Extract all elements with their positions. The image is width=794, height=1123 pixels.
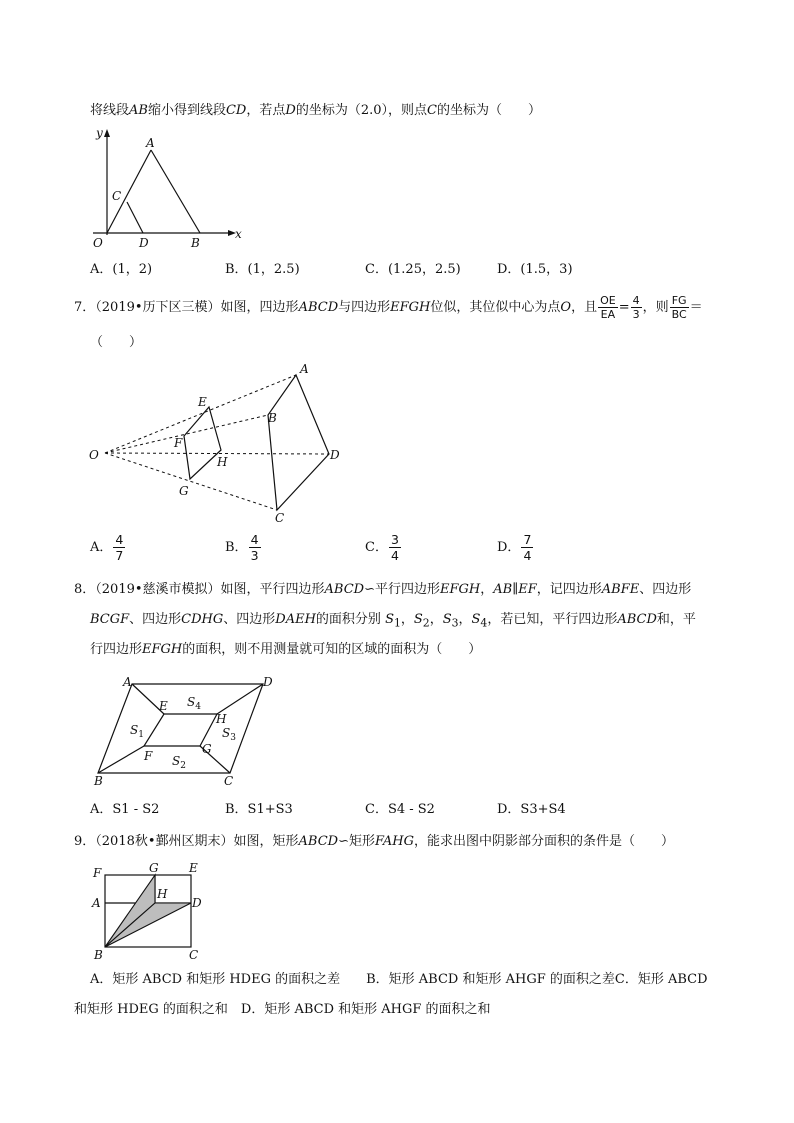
q6-label-d: D xyxy=(139,236,149,250)
q6-var-cd: CD xyxy=(225,103,247,118)
q6-stem-text: ，若点 xyxy=(246,103,286,118)
q7-frac-den: EA xyxy=(600,308,616,321)
q6-segment-cd xyxy=(127,202,143,233)
q7-label-h: H xyxy=(217,455,228,469)
q7-frac-num: 4 xyxy=(250,532,259,547)
q7-option-fraction xyxy=(521,532,533,563)
q7-equals: = xyxy=(618,300,630,315)
q8-label-f: F xyxy=(144,749,153,763)
q8-label-d: D xyxy=(263,675,273,689)
q9-options-line2[interactable]: 和矩形 HDEG 的面积之和 D．矩形 ABCD 和矩形 AHGF 的面积之和 xyxy=(74,1002,491,1017)
q8-label-a: A xyxy=(123,675,132,689)
q7-option-fraction xyxy=(113,532,125,563)
q7-option-a[interactable] xyxy=(90,532,126,564)
q9-figure xyxy=(85,858,215,963)
q7-frac-den: 3 xyxy=(632,308,640,321)
q8-line-dh xyxy=(217,684,263,714)
q8-label-s4 xyxy=(187,695,201,712)
q7-stem-text: ＝ xyxy=(689,300,703,315)
q6-label-a: A xyxy=(146,136,155,150)
q8-label-s2-sub: 2 xyxy=(180,761,186,771)
q7-frac-num: 3 xyxy=(390,532,399,547)
q7-stem-text: ，则 xyxy=(642,300,669,315)
q9-label-d: D xyxy=(192,896,202,910)
q8-label-s4-s: S xyxy=(187,695,196,709)
q7-stem xyxy=(74,290,703,326)
q6-stem-text: 将线段 xyxy=(90,103,130,118)
q7-frac-den: 4 xyxy=(390,548,399,563)
q8-option-d[interactable]: D．S3+S4 xyxy=(497,802,566,817)
q8-var-ef: EF xyxy=(518,582,537,597)
q8-stem-text: 8．（2019•慈溪市模拟）如图，平行四边形 xyxy=(74,582,325,597)
q7-option-fraction xyxy=(389,532,401,563)
q7-fraction-4-3 xyxy=(631,294,642,321)
q8-var-abcd: ABCD xyxy=(324,582,365,597)
q9-var-abcd: ABCD xyxy=(298,834,339,849)
q6-label-x: x xyxy=(235,227,242,241)
q9-stem-text: ∽矩形 xyxy=(338,834,375,849)
q8-stem-text: 的面积分别 xyxy=(315,612,381,627)
q6-figure xyxy=(85,125,255,250)
q7-option-letter: C． xyxy=(365,540,388,555)
q7-fraction-oe-ea xyxy=(598,294,618,321)
q6-label-c: C xyxy=(112,189,122,203)
q7-stem-text: ，且 xyxy=(571,300,598,315)
q7-label-e: E xyxy=(198,395,207,409)
q8-var-s: S xyxy=(471,612,481,627)
q9-label-b: B xyxy=(94,948,103,962)
q8-stem-text: 行四边形 xyxy=(90,642,143,657)
q7-figure xyxy=(80,358,360,528)
q6-y-arrow xyxy=(104,129,110,137)
q9-label-a: A xyxy=(92,896,101,910)
q6-var-d: D xyxy=(285,103,296,118)
q6-stem-text: 的坐标为（ ） xyxy=(436,103,541,118)
q9-options-line1[interactable]: A．矩形 ABCD 和矩形 HDEG 的面积之差 B．矩形 ABCD 和矩形 AHGF 的面积之差C．矩形 ABCD xyxy=(90,972,708,987)
q7-frac-num: OE xyxy=(600,294,616,307)
q7-frac-den: 4 xyxy=(523,548,532,563)
q8-option-c[interactable]: C．S4 - S2 xyxy=(365,802,435,817)
q7-option-letter: D． xyxy=(497,540,521,555)
q8-var-s: S xyxy=(442,612,452,627)
q7-label-g: G xyxy=(179,484,189,498)
q9-shaded-triangle-bhd xyxy=(105,903,191,947)
q6-label-o: O xyxy=(93,236,103,250)
q8-figure xyxy=(85,672,285,792)
q6-label-y: y xyxy=(96,126,103,140)
q7-quad-abcd xyxy=(268,375,329,510)
q9-var-fahg: FAHG xyxy=(375,834,414,849)
q7-var-efgh: EFGH xyxy=(390,300,431,315)
q6-segment-ab xyxy=(151,150,200,233)
q8-line-bf xyxy=(98,746,144,773)
q7-frac-num: 4 xyxy=(115,532,124,547)
q6-option-b[interactable]: B．(1，2.5) xyxy=(225,262,300,277)
q8-label-s4-sub: 4 xyxy=(195,702,201,712)
q9-label-f: F xyxy=(93,866,102,880)
q8-label-g: G xyxy=(202,742,212,756)
q9-label-h: H xyxy=(157,887,168,901)
q7-option-letter: A． xyxy=(90,540,113,555)
q7-option-c[interactable] xyxy=(365,532,402,564)
q8-label-s1 xyxy=(130,723,144,740)
q7-var-o: O xyxy=(560,300,572,315)
q7-stem-text: 如图，四边形 xyxy=(220,300,299,315)
q7-frac-num: 4 xyxy=(632,294,640,307)
q7-number: 7． xyxy=(74,300,96,315)
q6-label-b: B xyxy=(191,236,200,250)
q7-label-o: O xyxy=(89,448,99,462)
q6-var-ab: AB xyxy=(129,103,148,118)
q8-parallel-symbol: ∥ xyxy=(512,582,519,597)
q7-blank: （ ） xyxy=(90,335,143,350)
q7-stem-text: 与四边形 xyxy=(338,300,391,315)
q6-option-c[interactable]: C．(1.25，2.5) xyxy=(365,262,461,277)
q7-frac-den: BC xyxy=(671,308,687,321)
q8-var-efgh: EFGH xyxy=(142,642,183,657)
q6-option-d[interactable]: D．(1.5，3) xyxy=(497,262,573,277)
q8-stem-text: ，若已知，平行四边形 xyxy=(487,612,618,627)
q6-stem-text: 缩小得到线段 xyxy=(147,103,226,118)
q8-var-bcgf: BCGF xyxy=(90,612,130,627)
q7-label-d: D xyxy=(330,448,340,462)
q8-label-s2-s: S xyxy=(172,754,181,768)
q8-stem-text: 、四边形 xyxy=(639,582,692,597)
q8-stem-text: ， xyxy=(480,582,494,597)
q8-stem-text: ，记四边形 xyxy=(536,582,602,597)
q9-label-c: C xyxy=(189,948,199,962)
q7-option-fraction xyxy=(249,532,261,563)
q7-option-d[interactable] xyxy=(497,532,534,564)
q8-label-s1-sub: 1 xyxy=(138,730,144,740)
q8-label-s3-sub: 3 xyxy=(230,733,236,743)
q8-label-s3 xyxy=(222,726,236,743)
q6-stem-text: 的坐标为（2.0），则点 xyxy=(295,103,427,118)
q8-stem-text: 、四边形 xyxy=(129,612,182,627)
q9-stem-text: ，能求出图中阴影部分面积的条件是（ ） xyxy=(414,834,675,849)
q8-stem-line3 xyxy=(90,640,481,660)
q8-var-cdhg: CDHG xyxy=(181,612,224,627)
q7-source: （2019•历下区三模） xyxy=(95,300,221,315)
q8-stem-text: 、四边形 xyxy=(223,612,276,627)
q8-option-a[interactable]: A．S1 - S2 xyxy=(90,802,160,817)
q7-frac-den: 7 xyxy=(115,548,124,563)
q8-var-abcd: ABCD xyxy=(617,612,657,627)
q9-label-g: G xyxy=(149,861,159,875)
q8-label-s2 xyxy=(172,754,186,771)
q7-quad-efgh xyxy=(184,407,221,479)
q7-label-b: B xyxy=(268,411,277,425)
q8-var-s: S xyxy=(385,612,394,627)
q9-stem-text: 9．（2018秋•鄞州区期末）如图，矩形 xyxy=(74,834,299,849)
q8-var-s: S xyxy=(413,612,423,627)
q7-dash-oc xyxy=(105,453,277,510)
q8-label-s1-s: S xyxy=(130,723,139,737)
q7-frac-num: 7 xyxy=(523,532,532,547)
q7-fraction-fg-bc xyxy=(670,294,689,321)
q7-stem-text: 位似，其位似中心为点 xyxy=(430,300,561,315)
q8-stem-line2: BCGF、四边形CDHG、四边形DAEH的面积分别 $S_1$，$S_2$，$S_3$，$S_4$，若已知，平行四边形ABCD和，平 xyxy=(90,612,696,630)
q7-label-a: A xyxy=(300,362,309,376)
q8-var-efgh: EFGH xyxy=(440,582,481,597)
q6-option-a[interactable]: A．(1，2) xyxy=(90,262,153,277)
q6-var-c: C xyxy=(427,103,437,118)
q8-label-b: B xyxy=(94,774,103,788)
q9-label-e: E xyxy=(189,861,198,875)
q7-option-letter: B． xyxy=(225,540,248,555)
q8-stem-text: ∽平行四边形 xyxy=(364,582,440,597)
q8-option-b[interactable]: B．S1+S3 xyxy=(225,802,293,817)
q8-stem-line1 xyxy=(74,580,691,600)
q7-label-c: C xyxy=(275,511,285,525)
q8-label-c: C xyxy=(224,774,234,788)
q8-stem-text: 和，平 xyxy=(656,612,696,627)
q8-label-h: H xyxy=(216,712,227,726)
q8-stem-text: 的面积，则不用测量就可知的区域的面积为（ ） xyxy=(182,642,482,657)
q9-stem xyxy=(74,832,674,852)
q7-frac-num: FG xyxy=(670,294,689,308)
q8-var-ab: AB xyxy=(493,582,513,597)
q6-stem xyxy=(90,101,541,121)
q7-label-f: F xyxy=(174,436,183,450)
q7-frac-den: 3 xyxy=(250,548,259,563)
q7-var-abcd: ABCD xyxy=(298,300,339,315)
q7-option-b[interactable] xyxy=(225,532,262,564)
q8-label-e: E xyxy=(159,699,168,713)
q8-var-abfe: ABFE xyxy=(601,582,640,597)
q8-label-s3-s: S xyxy=(222,726,231,740)
q8-outer-parallelogram xyxy=(98,684,263,773)
q8-var-daeh: DAEH xyxy=(275,612,316,627)
